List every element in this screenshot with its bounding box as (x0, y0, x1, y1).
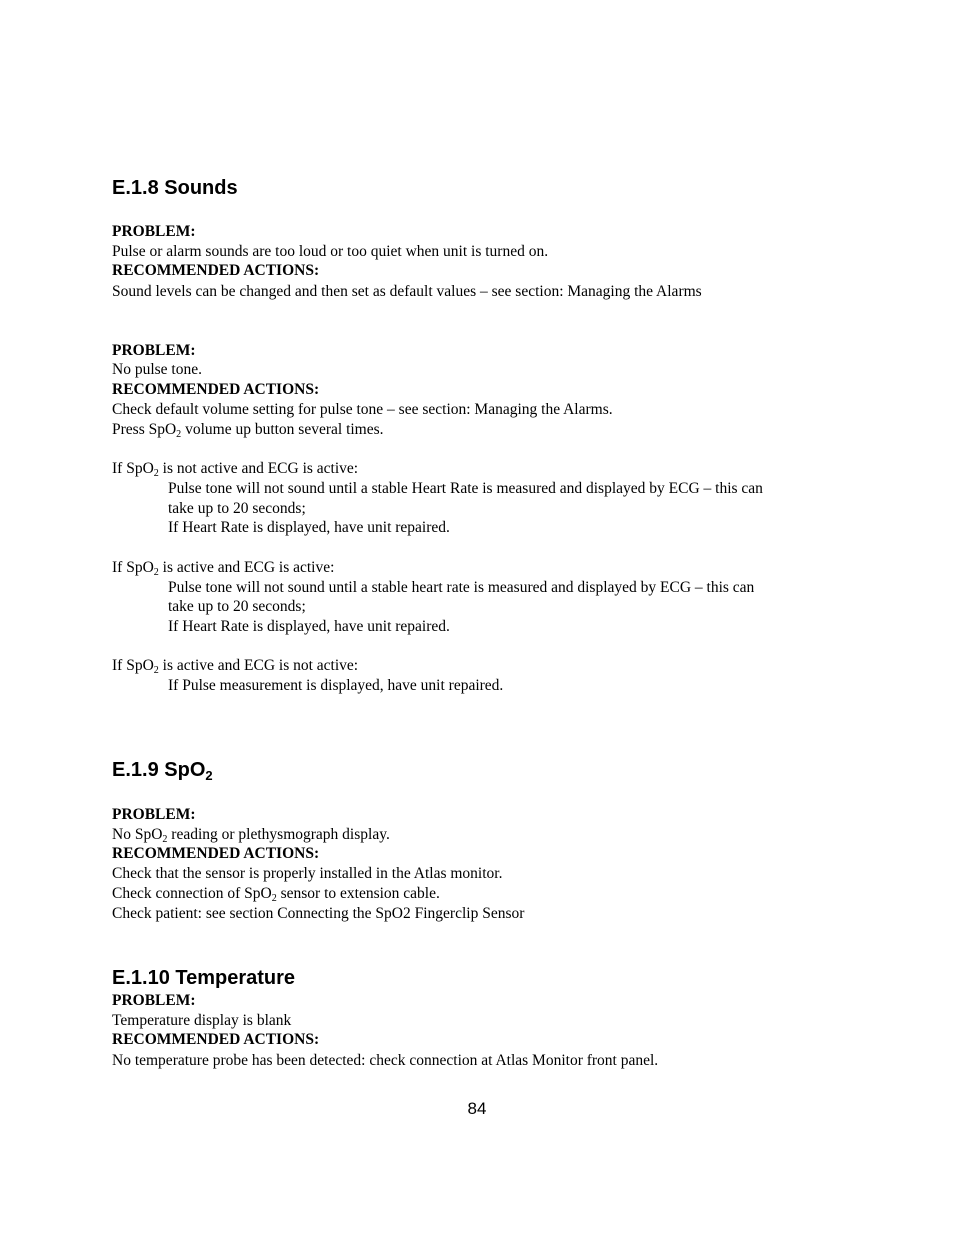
condition-detail: Pulse tone will not sound until a stable Heart Rate is measured and displayed by ECG – this can (168, 480, 763, 497)
action-text: Sound levels can be changed and then set as default values – see section: Managing the Alarms (112, 283, 702, 300)
section-heading-temperature: E.1.10 Temperature (112, 967, 296, 989)
action-text: No temperature probe has been detected: check connection at Atlas Monitor front panel. (112, 1052, 659, 1069)
page-number: 84 (467, 1099, 487, 1118)
action-text: Check that the sensor is properly installed in the Atlas monitor. (112, 865, 503, 882)
problem-label: PROBLEM: (112, 806, 196, 823)
condition-detail: If Heart Rate is displayed, have unit repaired. (168, 618, 450, 635)
actions-label: RECOMMENDED ACTIONS: (112, 381, 320, 398)
action-text: Check connection of SpO$_2$ sensor to extension cable. (112, 885, 440, 905)
problem-text: Pulse or alarm sounds are too loud or too quiet when unit is turned on. (112, 243, 549, 260)
condition-detail: Pulse tone will not sound until a stable heart rate is measured and displayed by ECG – this can (168, 579, 755, 596)
condition-text: If SpO$_2$ is active and ECG is active: (112, 559, 335, 579)
problem-text: Temperature display is blank (112, 1012, 292, 1029)
action-text: Press SpO$_2$ volume up button several times. (112, 421, 384, 441)
condition-text: If SpO$_2$ is active and ECG is not active: (112, 657, 359, 677)
condition-detail: If Pulse measurement is displayed, have unit repaired. (168, 677, 504, 694)
actions-label: RECOMMENDED ACTIONS: (112, 262, 320, 279)
action-text: Check patient: see section Connecting the SpO2 Fingerclip Sensor (112, 905, 525, 922)
condition-detail: If Heart Rate is displayed, have unit repaired. (168, 519, 450, 536)
problem-label: PROBLEM: (112, 992, 196, 1009)
condition-detail: take up to 20 seconds; (168, 598, 306, 615)
condition-detail: take up to 20 seconds; (168, 500, 306, 517)
problem-text: No SpO$_2$ reading or plethysmograph display. (112, 826, 390, 846)
problem-text: No pulse tone. (112, 361, 202, 378)
problem-label: PROBLEM: (112, 223, 196, 240)
actions-label: RECOMMENDED ACTIONS: (112, 845, 320, 862)
problem-label: PROBLEM: (112, 342, 196, 359)
section-heading-sounds: E.1.8 Sounds (112, 177, 238, 199)
condition-text: If SpO$_2$ is not active and ECG is active: (112, 460, 359, 480)
section-heading-spo2: E.1.9 SpO$_2$ (112, 759, 213, 783)
action-text: Check default volume setting for pulse tone – see section: Managing the Alarms. (112, 401, 613, 418)
actions-label: RECOMMENDED ACTIONS: (112, 1031, 320, 1048)
